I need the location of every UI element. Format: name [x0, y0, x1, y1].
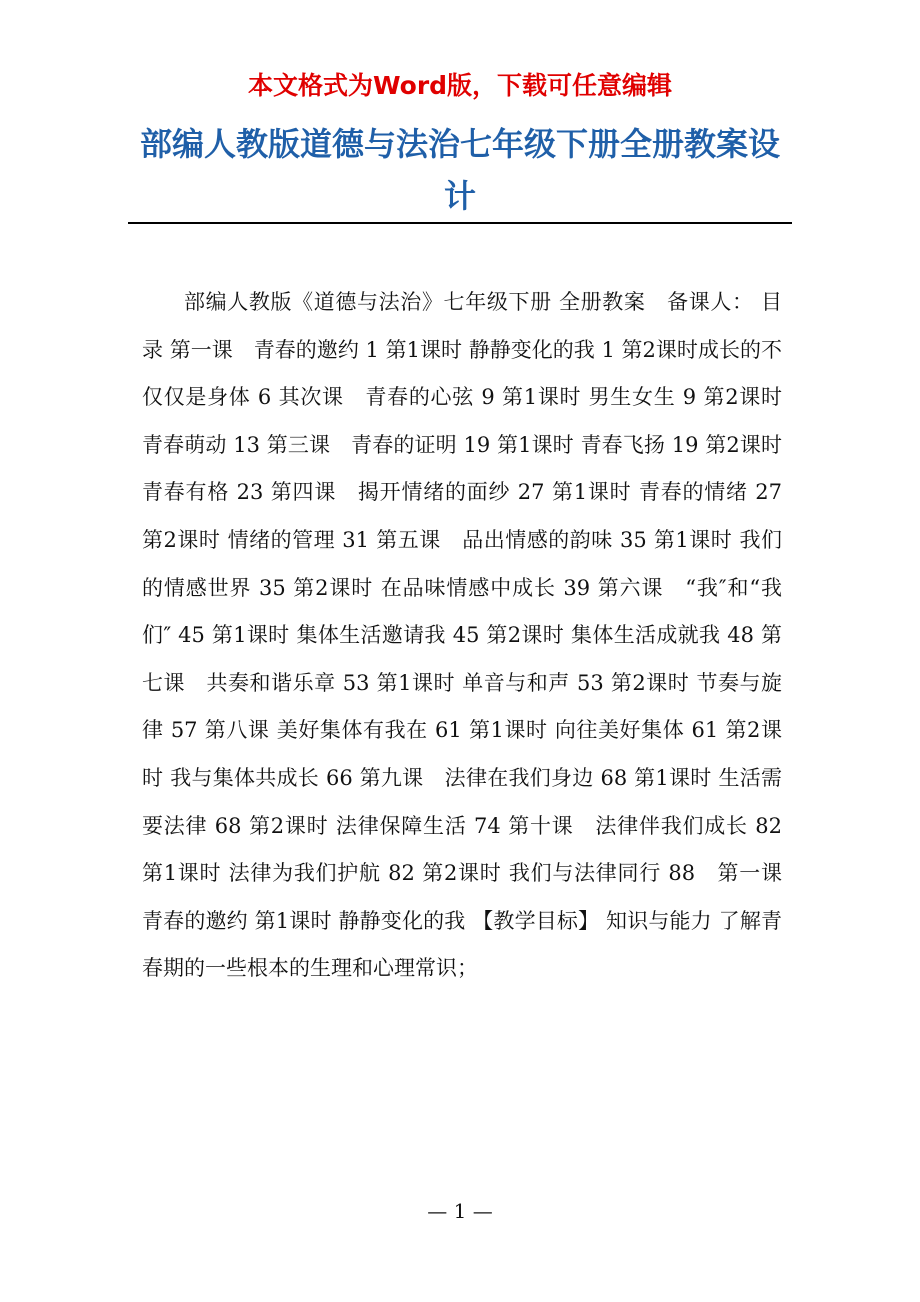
format-notice: 本文格式为Word版，下载可任意编辑	[247, 71, 673, 100]
title-divider	[128, 222, 792, 224]
document-title: 部编人教版道德与法治七年级下册全册教案设计	[140, 125, 781, 215]
page-number: — 1 —	[427, 1199, 493, 1223]
body-paragraph: 部编人教版《道德与法治》七年级下册 全册教案 备课人： 目 录 第一课 青春的邀约 1 第1课时 静静变化的我 1 第2课时成长的不仅仅是身体 6 其次课 青春的心弦 9 第1课时 男生女生 9 第2课时 青春萌动 13 第三课 青春的证明 19 第1课时 青春飞扬 19 第2课时 青春有格 23 第四课 揭开情绪的面纱 27 第1课时 青春的情绪 27 第2课时 情绪的管理 31 第五课 品出情感的韵味 35 第1课时 我们的情感世界 35 第2课时 在品味情感中成长 39 第六课 “我″和“我们″ 45 第1课时 集体生活邀请我 45 第2课时 集体生活成就我 48 第七课 共奏和谐乐章 53 第1课时 单音与和声 53 第2课时 节奏与旋律 57 第八课 美好集体有我在 61 第1课时 向往美好集体 61 第2课时 我与集体共成长 66 第九课 法律在我们身边 68 第1课时 生活需要法律 68 第2课时 法律保障生活 74 第十课 法律伴我们成长 82 第1课时 法律为我们护航 82 第2课时 我们与法律同行 88 第一课 青春的邀约 第1课时 静静变化的我 【教学目标】 知识与能力 了解青春期的一些根本的生理和心理常识；	[142, 290, 803, 981]
